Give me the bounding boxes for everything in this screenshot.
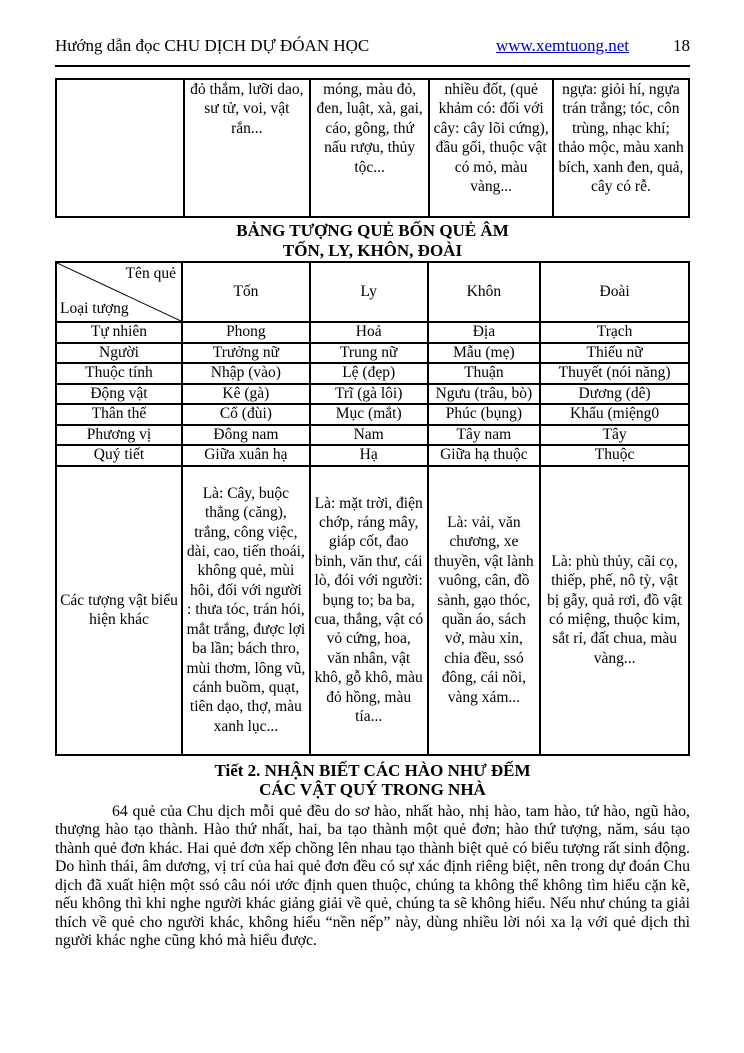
header-rule xyxy=(55,65,690,67)
column-header-ly: Ly xyxy=(310,262,428,322)
table-cell: Là: phù thủy, cãi cọ, thiếp, phế, nô tỳ, vật bị gẫy, quả rơi, đồ vật có miệng, thuộc kim, sắt rỉ, đất chua, màu vàng... xyxy=(540,466,689,755)
table-row xyxy=(56,343,689,364)
table-cell: Mục (mắt) xyxy=(310,404,428,425)
row-label-tu-nhien: Tự nhiên xyxy=(56,322,182,343)
body-paragraph: 64 quẻ của Chu dịch mỗi quẻ đều do sơ hào, nhất hào, nhị hào, tam hào, tứ hào, ngũ hào, thượng hào tạo thành. Hào thứ nhất, hai, ba tạo thành một quẻ đơn; hào thứ tượng, năm, sáu tạo thành quẻ đơn khác. Hai quẻ đơn xếp chồng lên nhau tạo thành biệt quẻ có biểu tượng rất sinh động. Do hình thái, âm dương, vị trí của hai quẻ đơn đều có sự xác định riêng biệt, nên trong dự đoán Chu dịch đã xuất hiện một ssó câu nói ước định quen thuộc, chúng ta không thể không tìm hiểu cặn kẽ, nếu không thì khi nghe người khác giảng giải về quẻ, chúng ta sẽ không hiểu. Nếu như chúng ta giải thích về quẻ cho người khác, không hiểu “nền nếp” này, dùng nhiều lời nói xa lạ với quẻ dịch thì người khác nghe cũng khó mà hiểu được. xyxy=(55,802,690,949)
table-cell: Khẩu (miệng0 xyxy=(540,404,689,425)
table-cell: Thiếu nữ xyxy=(540,343,689,364)
row-label-dong-vat: Động vật xyxy=(56,384,182,405)
table-cell: Phúc (bụng) xyxy=(428,404,541,425)
website-link[interactable]: www.xemtuong.net xyxy=(496,36,629,55)
table-cell: Ngưu (trâu, bò) xyxy=(428,384,541,405)
table-title xyxy=(55,221,690,260)
row-label-phuong-vi: Phương vị xyxy=(56,425,182,446)
table-cell: Là: Cây, buộc thẳng (căng), trắng, công việc, dài, cao, tiến thoái, không quẻ, mùi hôi, đối với người : thưa tóc, trán hói, mắt trắng, được lợi ba lần; bách thro, mùi thơm, lông vũ, cánh buồm, quạt, tiên dạo, thợ, màu xanh lục... xyxy=(182,466,310,755)
table-cell: Là: mặt trời, điện chớp, ráng mây, giáp cốt, đao binh, văn thư, cái lò, đói với người: bụng to; ba ba, cua, thắng, vật có vỏ cứng, hoa, văn nhân, vật khô, gỗ khô, màu đỏ hồng, màu tía... xyxy=(310,466,428,755)
table-cell: ngựa: giỏi hí, ngựa trán trắng; tóc, côn trùng, nhạc khí; thảo mộc, màu xanh bích, xanh đen, quả, cây có rễ. xyxy=(553,79,689,217)
table-cell: Thuộc xyxy=(540,445,689,466)
table-row xyxy=(56,322,689,343)
table-cell: Trung nữ xyxy=(310,343,428,364)
table-row xyxy=(56,363,689,384)
table-cell: Hoả xyxy=(310,322,428,343)
table-cell: Phong xyxy=(182,322,310,343)
row-label-nguoi: Người xyxy=(56,343,182,364)
table-cell: Trưởng nữ xyxy=(182,343,310,364)
table-cell: Nam xyxy=(310,425,428,446)
row-label-thuoc-tinh: Thuộc tính xyxy=(56,363,182,384)
column-header-ton: Tốn xyxy=(182,262,310,322)
table-cell: Tây xyxy=(540,425,689,446)
table-cell: Hạ xyxy=(310,445,428,466)
table-cell: Trĩ (gà lôi) xyxy=(310,384,428,405)
corner-cell xyxy=(56,262,182,322)
table-title-line1: BẢNG TƯỢNG QUẺ BỐN QUẺ ÂM xyxy=(236,221,509,240)
page-number: 18 xyxy=(673,36,690,55)
table-title-line2: TỐN, LY, KHÔN, ĐOÀI xyxy=(282,240,463,260)
table-cell: Là: vải, văn chương, xe thuyền, vật lành vuông, cân, đồ sành, gạo thóc, quần áo, sách vở, màu xỉn, chia đều, ssó đông, cái nồi, vàng xám... xyxy=(428,466,541,755)
page-header xyxy=(55,36,690,56)
table-cell-empty xyxy=(56,79,184,217)
top-table-continuation xyxy=(55,78,690,218)
document-title: Hướng dẫn đọc CHU DỊCH DỰ ĐÓAN HỌC xyxy=(55,36,370,55)
table-row xyxy=(56,425,689,446)
corner-label-loai-tuong: Loại tượng xyxy=(60,299,129,317)
header-right xyxy=(496,36,690,56)
table-cell: Giữa xuân hạ xyxy=(182,445,310,466)
table-row xyxy=(56,445,689,466)
table-cell: móng, màu đỏ, đen, luật, xà, gai, cáo, gông, thứ nấu rượu, thủy tộc... xyxy=(310,79,430,217)
table-cell: Thuyết (nói năng) xyxy=(540,363,689,384)
row-label-than-the: Thân thể xyxy=(56,404,182,425)
table-row xyxy=(56,79,689,217)
table-cell: nhiều đốt, (quẻ khảm có: đối với cây: cây lõi cứng), đầu gối, thuộc vật có mỏ, màu vàng... xyxy=(429,79,552,217)
column-header-doai: Đoài xyxy=(540,262,689,322)
table-cell: Dương (dê) xyxy=(540,384,689,405)
table-header-row xyxy=(56,262,689,322)
corner-label-ten-que: Tên quẻ xyxy=(125,265,176,282)
section-title xyxy=(55,761,690,800)
section-title-line1: Tiết 2. NHẬN BIẾT CÁC HÀO NHƯ ĐẾM xyxy=(214,760,531,780)
table-cell: Trạch xyxy=(540,322,689,343)
table-cell: Thuận xyxy=(428,363,541,384)
table-row xyxy=(56,466,689,755)
table-cell: đỏ thắm, lưỡi dao, sư tử, voi, vật rắn... xyxy=(184,79,310,217)
main-table xyxy=(55,261,690,756)
row-label-quy-tiet: Quý tiết xyxy=(56,445,182,466)
table-cell: Giữa hạ thuộc xyxy=(428,445,541,466)
table-cell: Kê (gà) xyxy=(182,384,310,405)
table-row xyxy=(56,404,689,425)
table-cell: Địa xyxy=(428,322,541,343)
row-label-cac-tuong-vat: Các tượng vật biểu hiện khác xyxy=(56,466,182,755)
table-cell: Mẫu (mẹ) xyxy=(428,343,541,364)
table-row xyxy=(56,384,689,405)
table-cell: Nhập (vào) xyxy=(182,363,310,384)
table-cell: Đông nam xyxy=(182,425,310,446)
table-cell: Tây nam xyxy=(428,425,541,446)
column-header-khon: Khôn xyxy=(428,262,541,322)
table-cell: Cổ (đùi) xyxy=(182,404,310,425)
section-title-line2: CÁC VẬT QUÝ TRONG NHÀ xyxy=(259,780,486,799)
table-cell: Lệ (đẹp) xyxy=(310,363,428,384)
